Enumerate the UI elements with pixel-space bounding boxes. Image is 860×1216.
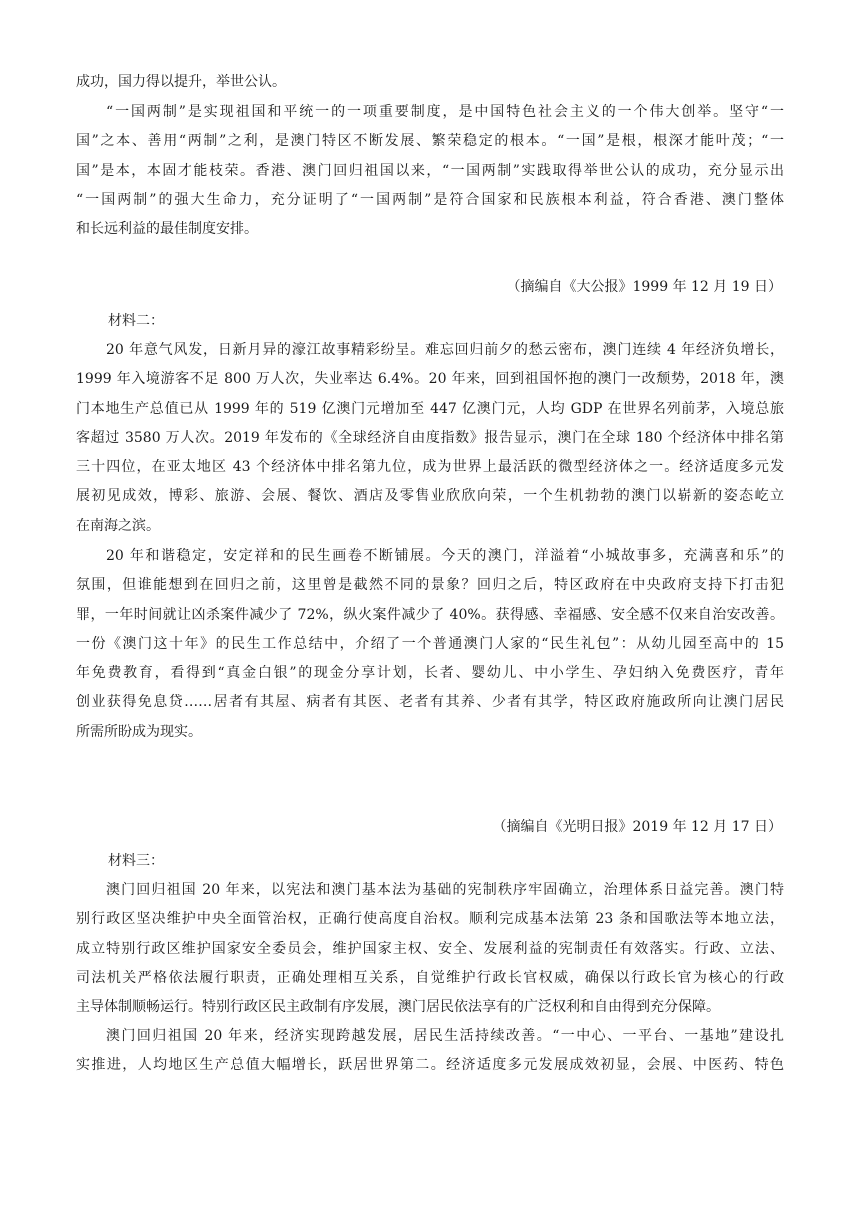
text-line: 所需所盼成为现实。 xyxy=(76,723,202,740)
paragraph-economy-leap xyxy=(76,1022,784,1081)
material-three-heading: 材料三： xyxy=(108,853,164,869)
text-line: 年免费教育，看得到“真金白银”的现金分享计划，长者、婴幼儿、中小学生、孕妇纳入免费医疗，青年 xyxy=(76,665,784,682)
text-line: 一份《澳门这十年》的民生工作总结中，介绍了一个普通澳门人家的“民生礼包”：从幼儿园至高中的 15 xyxy=(76,635,784,652)
text-line: 澳门回归祖国 20 年来，以宪法和澳门基本法为基础的宪制秩序牢固确立，治理体系日益完善。澳门特 xyxy=(106,882,784,898)
text-line: “一国两制”的强大生命力，充分证明了“一国两制”是符合国家和民族根本利益，符合香港、澳门整体 xyxy=(76,191,784,208)
material-two-heading: 材料二： xyxy=(108,313,164,329)
text-line: 20 年和谐稳定，安定祥和的民生画卷不断铺展。今天的澳门，洋溢着“小城故事多，充满喜和乐”的 xyxy=(106,548,784,564)
paragraph-governance xyxy=(76,876,784,1022)
text-line: 主导体制顺畅运行。特别行政区民主政制有序发展，澳门居民依法享有的广泛权利和自由得到充分保障。 xyxy=(76,999,720,1016)
text-line: 成立特别行政区维护国家安全委员会，维护国家主权、安全、发展利益的宪制责任有效落实。行政、立法、 xyxy=(76,940,784,957)
paragraph-opening xyxy=(76,68,784,97)
text-line: 门本地生产总值已从 1999 年的 519 亿澳门元增加至 447 亿澳门元，人均 GDP 在世界名列前茅，入境总旅 xyxy=(76,400,784,417)
text-line: 司法机关严格依法履行职责，正确处理相互关系，自觉维护行政长官权威，确保以行政长官为核心的行政 xyxy=(76,969,784,986)
text-line: 别行政区坚决维护中央全面管治权，正确行使高度自治权。顺利完成基本法第 23 条和国歌法等本地立法， xyxy=(76,911,784,928)
text-line: 成功，国力得以提升，举世公认。 xyxy=(76,74,286,90)
text-line: 客超过 3580 万人次。2019 年发布的《全球经济自由度指数》报告显示，澳门在全球 180 个经济体中排名第 xyxy=(76,429,784,446)
source-citation-1: （摘编自《大公报》1999 年 12 月 19 日） xyxy=(506,279,782,295)
source-citation-2: （摘编自《光明日报》2019 年 12 月 17 日） xyxy=(492,819,782,835)
text-line: 国”之本、善用“两制”之利，是澳门特区不断发展、繁荣稳定的根本。“一国”是根，根深才能叶茂；“一 xyxy=(76,133,784,150)
text-line: “一国两制”是实现祖国和平统一的一项重要制度，是中国特色社会主义的一个伟大创举。坚守“一 xyxy=(106,104,784,120)
text-line: 三十四位，在亚太地区 43 个经济体中排名第九位，成为世界上最活跃的微型经济体之一。经济适度多元发 xyxy=(76,459,784,476)
text-line: 创业获得免息贷……居者有其屋、病者有其医、老者有其养、少者有其学，特区政府施政所向让澳门居民 xyxy=(76,694,784,711)
text-line: 澳门回归祖国 20 年来，经济实现跨越发展，居民生活持续改善。“一中心、一平台、一基地”建设扎 xyxy=(106,1028,784,1044)
text-line: 国”是本，本固才能枝荣。香港、澳门回归祖国以来，“一国两制”实践取得举世公认的成功，充分显示出 xyxy=(76,162,784,179)
paragraph-livelihood xyxy=(76,542,784,747)
text-line: 罪，一年时间就让凶杀案件减少了 72%，纵火案件减少了 40%。获得感、幸福感、安全感不仅来自治安改善。 xyxy=(76,606,784,623)
text-line: 1999 年入境游客不足 800 万人次，失业率达 6.4%。20 年来，回到祖国怀抱的澳门一改颓势，2018 年，澳 xyxy=(76,371,784,388)
paragraph-economic-development xyxy=(76,336,784,541)
text-line: 和长远利益的最佳制度安排。 xyxy=(76,221,258,238)
text-line: 展初见成效，博彩、旅游、会展、餐饮、酒店及零售业欣欣向荣，一个生机勃勃的澳门以崭新的姿态屹立 xyxy=(76,488,784,505)
text-line: 氛围，但谁能想到在回归之前，这里曾是截然不同的景象？回归之后，特区政府在中央政府支持下打击犯 xyxy=(76,577,784,594)
text-line: 在南海之滨。 xyxy=(76,517,160,534)
text-line: 实推进，人均地区生产总值大幅增长，跃居世界第二。经济适度多元发展成效初显，会展、中医药、特色 xyxy=(76,1057,784,1074)
paragraph-one-country-two-systems xyxy=(76,98,784,244)
text-line: 20 年意气风发，日新月异的濠江故事精彩纷呈。难忘回归前夕的愁云密布，澳门连续 4 年经济负增长， xyxy=(106,342,784,358)
